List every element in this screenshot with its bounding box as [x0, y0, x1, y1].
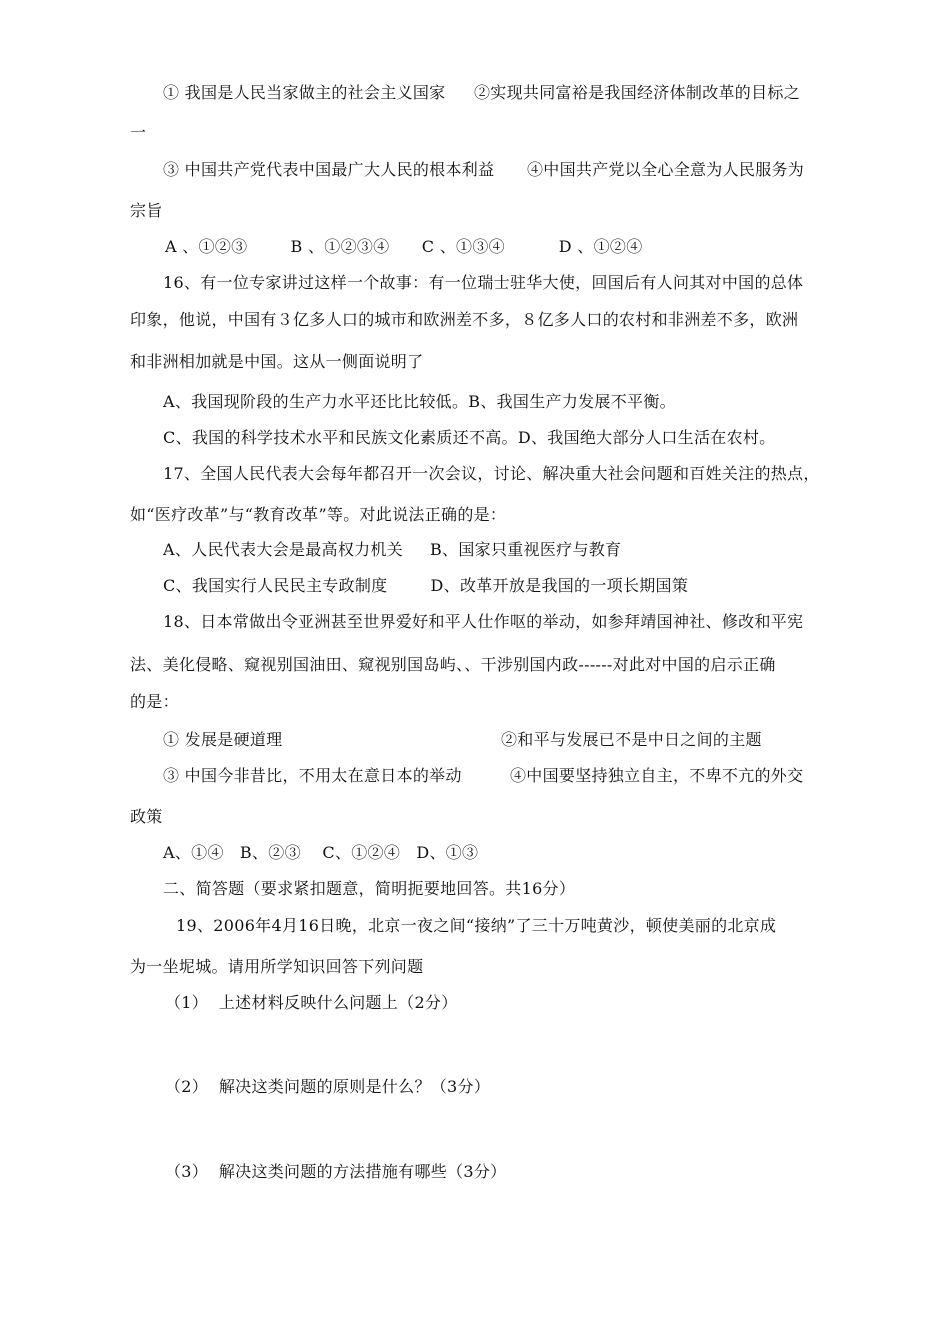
- q16-stem-line-2: 印象，他说，中国有３亿多人口的城市和欧洲差不多，８亿多人口的农村和非洲差不多，欧洲: [130, 310, 799, 329]
- q15-statement-2-continuation: 一: [130, 123, 147, 142]
- q16-options-ab: A、我国现阶段的生产力水平还比比较低。B、我国生产力发展不平衡。: [163, 392, 676, 411]
- q15-statement-2: ②实现共同富裕是我国经济体制改革的目标之: [474, 83, 801, 102]
- q17-options-ab: A、人民代表大会是最高权力机关 B、国家只重视医疗与教育: [163, 540, 622, 559]
- q19-subquestion-2: （2） 解决这类问题的原则是什么？（3分）: [165, 1077, 491, 1096]
- q18-statement-2: ②和平与发展已不是中日之间的主题: [501, 730, 762, 749]
- q18-stem-line-2: 法、美化侵略、窥视别国油田、窥视别国岛屿、、干涉别国内政------对此对中国的启示正确: [130, 655, 776, 674]
- q18-stem-line-1: 18、日本常做出令亚洲甚至世界爱好和平人仕作呕的举动，如参拜靖国神社、修改和平宪: [163, 612, 804, 631]
- q15-statement-1: ① 我国是人民当家做主的社会主义国家: [163, 83, 446, 102]
- q18-statement-4-continuation: 政策: [130, 807, 163, 826]
- q19-subquestion-1: （1） 上述材料反映什么问题上（2分）: [165, 993, 458, 1012]
- q15-statement-3: ③ 中国共产党代表中国最广大人民的根本利益: [163, 160, 495, 179]
- section-2-heading: 二、简答题（要求紧扣题意，简明扼要地回答。共16分）: [163, 879, 576, 898]
- q15-statement-4-continuation: 宗旨: [130, 201, 163, 220]
- q18-statement-1: ① 发展是硬道理: [163, 730, 283, 749]
- q17-stem-line-2: 如“医疗改革”与“教育改革”等。对此说法正确的是：: [130, 505, 507, 524]
- q16-stem-line-1: 16、有一位专家讲过这样一个故事：有一位瑞士驻华大使，回国后有人问其对中国的总体: [163, 273, 804, 292]
- q19-stem-line-2: 为一坐坭城。请用所学知识回答下列问题: [130, 957, 424, 976]
- q19-stem-line-1: 19、2006年4月16日晚，北京一夜之间“接纳”了三十万吨黄沙，顿使美丽的北京成: [176, 916, 777, 935]
- q18-statement-4: ④中国要坚持独立自主，不卑不亢的外交: [510, 766, 804, 785]
- q17-stem-line-1: 17、全国人民代表大会每年都召开一次会议，讨论、解决重大社会问题和百姓关注的热点，: [163, 464, 820, 483]
- q16-stem-line-3: 和非洲相加就是中国。这从一侧面说明了: [130, 352, 424, 371]
- q18-statement-3: ③ 中国今非昔比，不用太在意日本的举动: [163, 766, 462, 785]
- q19-subquestion-3: （3） 解决这类问题的方法措施有哪些（3分）: [165, 1162, 507, 1181]
- q16-options-cd: C、我国的科学技术水平和民族文化素质还不高。D、我国绝大部分人口生活在农村。: [163, 428, 776, 447]
- q18-options: A、①④ B、②③ C、①②④ D、①③: [163, 843, 479, 862]
- q18-stem-line-3: 的是：: [130, 692, 179, 711]
- q17-options-cd: C、我国实行人民民主专政制度 D、改革开放是我国的一项长期国策: [163, 576, 689, 595]
- q15-statement-4: ④中国共产党以全心全意为人民服务为: [527, 160, 805, 179]
- q15-options: A 、①②③ B 、①②③④ C 、①③④ D 、①②④: [165, 237, 643, 256]
